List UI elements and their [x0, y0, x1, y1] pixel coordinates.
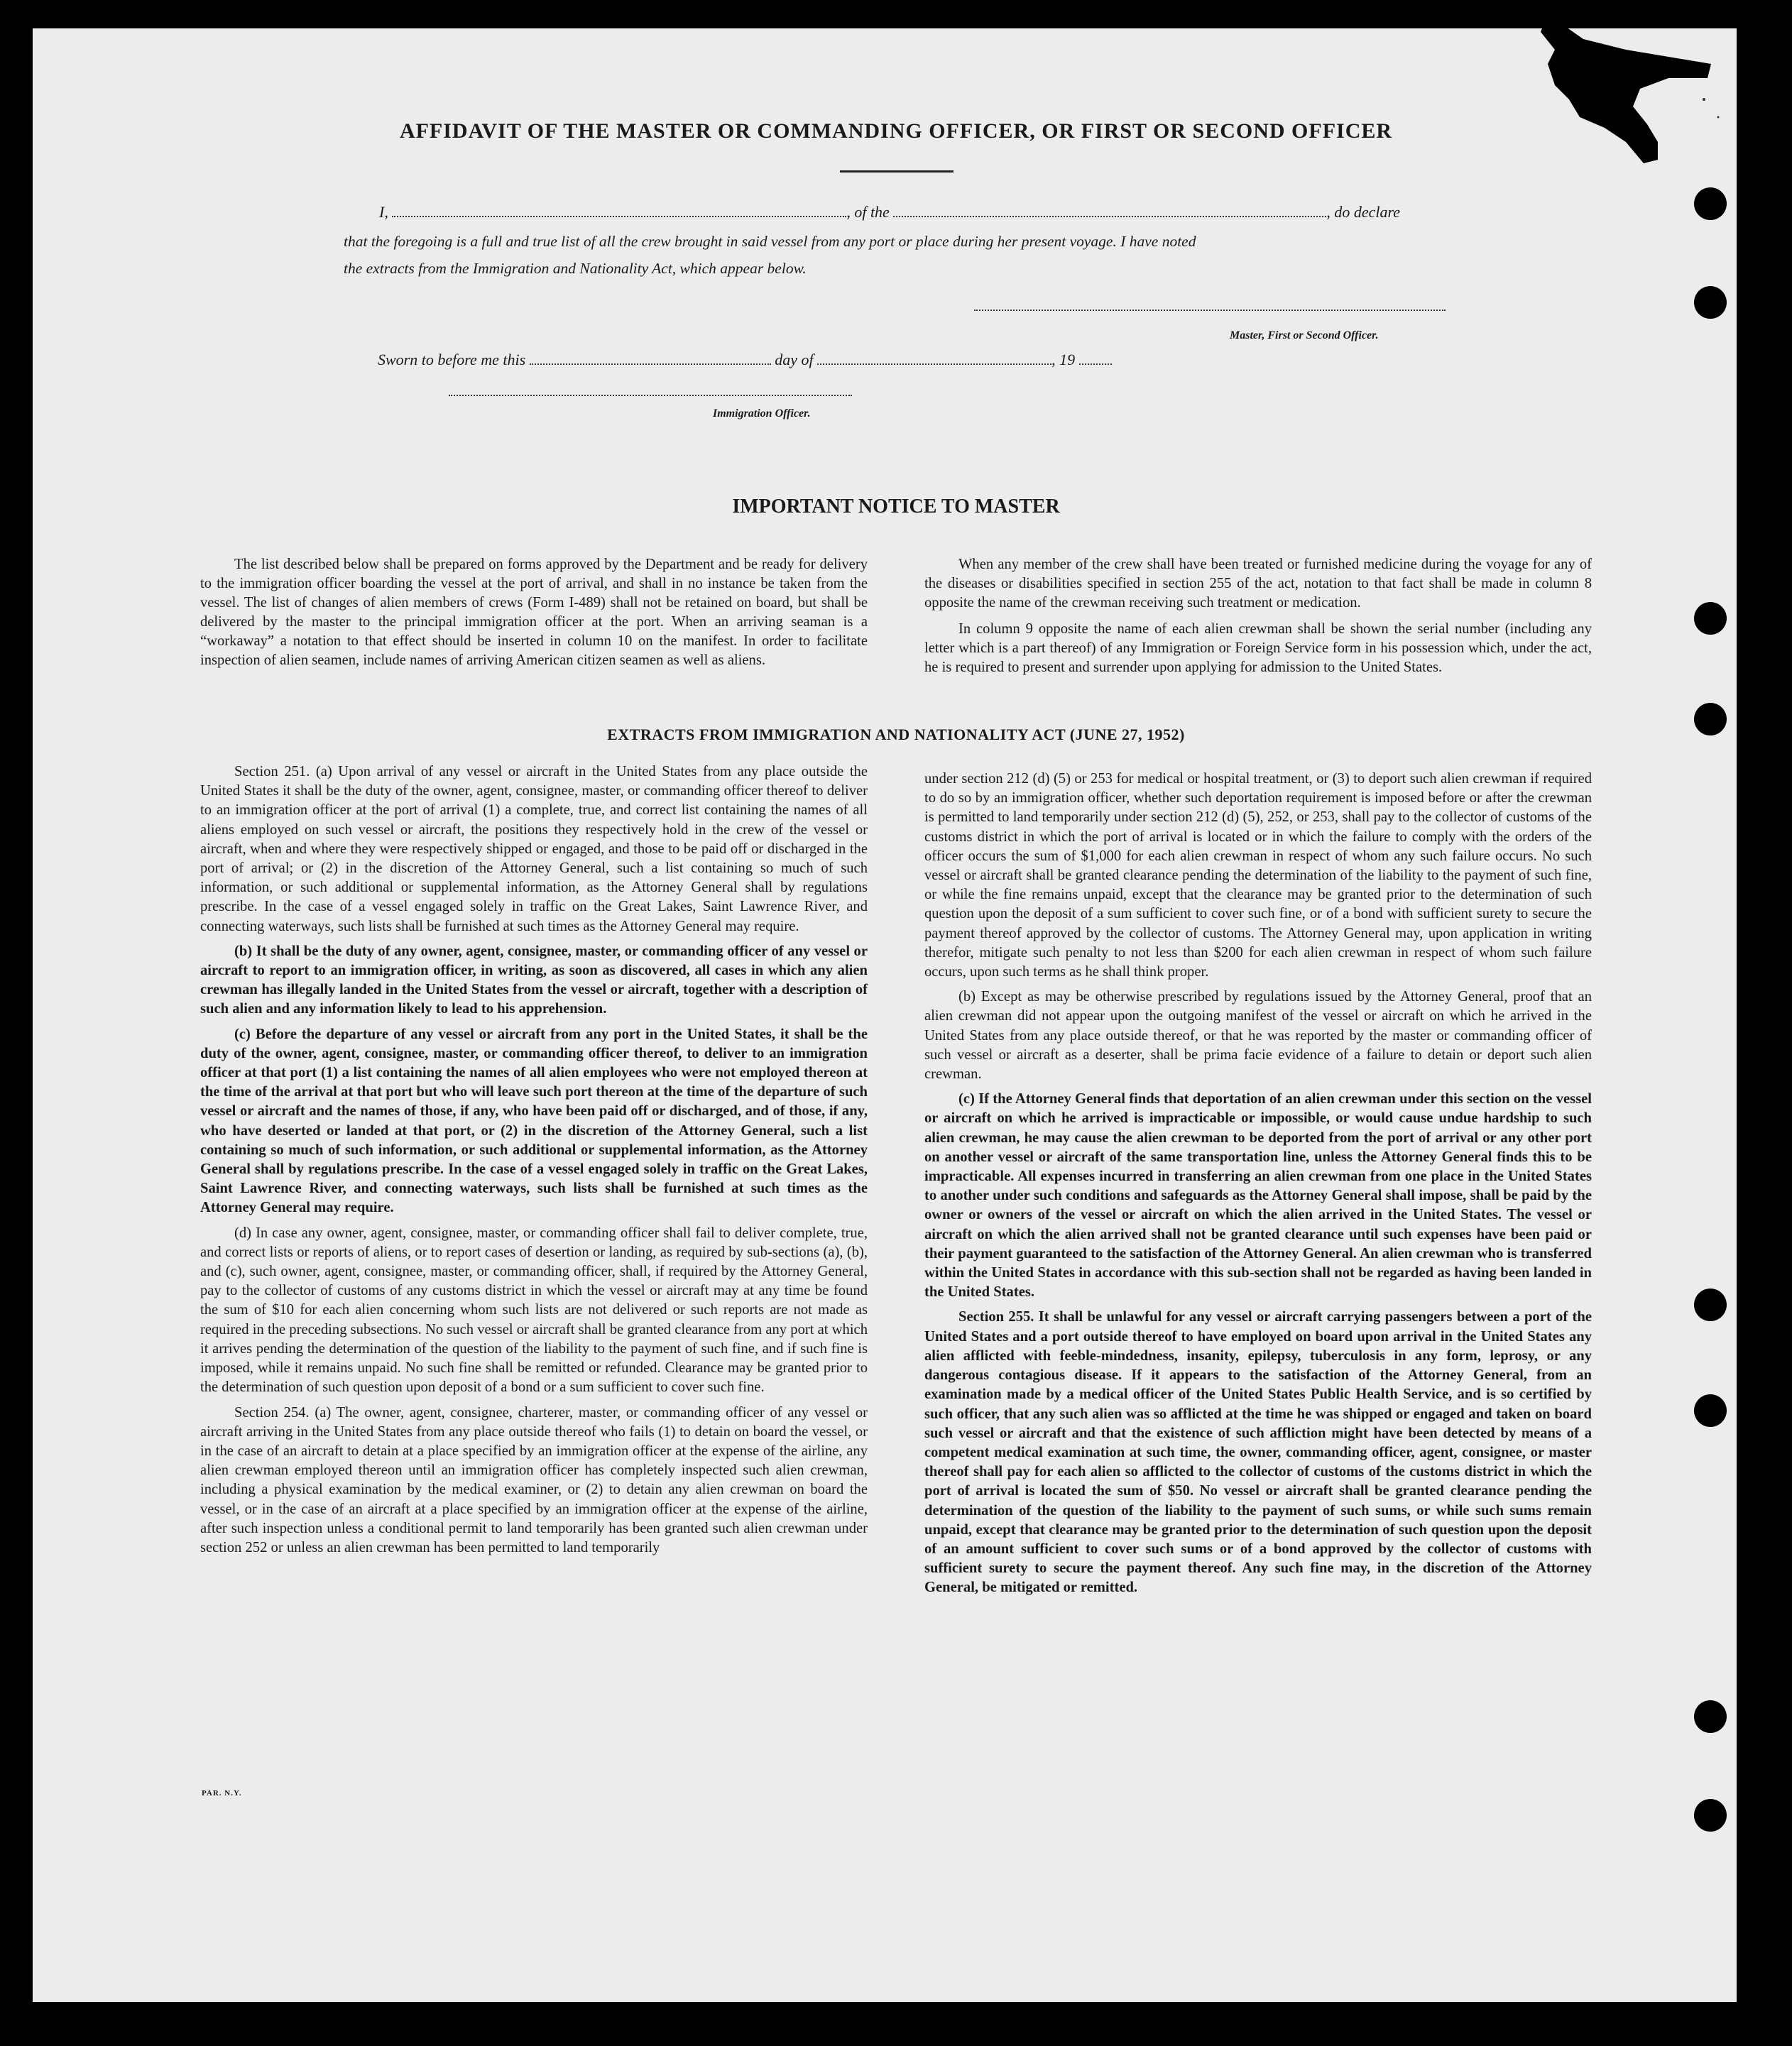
punch-hole [1694, 1799, 1727, 1832]
section-255: Section 255. It shall be unlawful for any vessel or aircraft carrying passengers between a port of the United States and a port outside thereof to have employed on board upon arrival in the United States any alien afflicted with feeble-mindedness, insanity, epilepsy, tuberculosis in any form, leprosy, or any dangerous contagious disease. If it appears to the satisfaction of the Attorney General, from an examination made by a medical officer of the United States Public Health Service, and is so certified by such officer, that any such alien was so afflicted at the time he was shipped or engaged and taken on board such vessel or aircraft and that the existence of such affliction might have been detected by means of a competent medical examination at such time, the owner, commanding officer, agent, consignee, or master thereof shall pay for each alien so afflicted to the collector of customs of the customs district in which the port of arrival is located the sum of $50. No vessel or aircraft shall be granted clearance pending the determination of the question of the liability to the payment of such sums, or while such sums remain unpaid, except that clearance may be granted prior to the determination of such question upon the deposit of an amount sufficient to cover such sums or of a bond approved by the collector of customs with sufficient surety to secure the payment thereof. Any such fine may, in the discretion of the Attorney General, be mitigated or remitted. [924, 1309, 1592, 1596]
sworn-month-field[interactable] [817, 363, 1051, 365]
section-251a: Section 251. (a) Upon arrival of any vessel or aircraft in the United States from any place outside the United States it shall be the duty of the owner, agent, consignee, master, or commanding officer thereof to deliver to an immigration officer at the port of arrival (1) a complete, true, and correct list containing the names of all aliens employed on such vessel or aircraft, the positions they respectively hold in the crew of the vessel or aircraft, when and where they were respectively shipped or engaged, and those to be paid off or discharged in the port of arrival; or (2) in the discretion of the Attorney General, such a list containing so much of such information, or such additional or supplemental information, as the Attorney General shall by regulations prescribe. In the case of a vessel engaged solely in traffic on the Great Lakes, Saint Lawrence River, and connecting waterways, such lists shall be furnished at such times as the Attorney General may require. [200, 764, 868, 934]
declaration-line-3: the extracts from the Immigration and Nationality Act, which appear below. [344, 260, 807, 277]
section-254a: Section 254. (a) The owner, agent, consignee, charterer, master, or commanding officer of any vessel or aircraft arriving in the United States from any place outside thereof who fails (1) to detain on board the vessel, or in the case of an aircraft to detain at a place specified by an immigration officer at the expense of the airline, any alien crewman employed thereon until an immigration officer has completely inspected such alien crewman, including a physical examination by the medical examiner, or (2) to detain any alien crewman on board the vessel, or in the case of an aircraft at a place specified by an immigration officer at the expense of the airline, after such inspection unless a conditional permit to land temporarily has been granted such alien crewman under section 252 or unless an alien crewman has been permitted to land temporarily [200, 1404, 868, 1555]
master-signature-label: Master, First or Second Officer. [1230, 329, 1379, 341]
section-251d: (d) In case any owner, agent, consignee, master, or commanding officer shall fail to deliver complete, true, and correct lists or reports of aliens, or to report cases of desertion or landing, as required by sub-sections (a), (b), and (c), such owner, agent, consignee, master, or commanding officer, shall, if required by the Attorney General, pay to the collector of customs of any customs district in which the vessel or aircraft may at any time be found the sum of $10 for each alien concerning whom such lists are not delivered or such reports are not made as required in the preceding subsections. No such vessel or aircraft shall be granted clearance from any port at which it arrives pending the determination of the question of the liability to the payment of such fine, and if such fine is imposed, while it remains unpaid. No such fine shall be remitted or refunded. Clearance may be granted prior to the determination of such question upon deposit of a bond or a sum sufficient to cover such fine. [200, 1225, 868, 1396]
punch-hole [1694, 286, 1727, 319]
immigration-officer-label: Immigration Officer. [713, 407, 811, 420]
punch-hole [1694, 1700, 1727, 1733]
vessel-field[interactable] [893, 216, 1326, 217]
affidavit-title: AFFIDAVIT OF THE MASTER OR COMMANDING OFFICER, OR FIRST OR SECOND OFFICER [399, 119, 1393, 143]
notice-title: IMPORTANT NOTICE TO MASTER [732, 496, 1060, 518]
section-251b: (b) It shall be the duty of any owner, agent, consignee, master, or commanding officer of any vessel or aircraft to report to an immigration officer, in writing, as soon as discovered, all cases in which any alien crewman has illegally landed in the United States from the vessel or aircraft, together with a description of such alien and any information likely to lead to his apprehension. [200, 943, 868, 1017]
sworn-year-field[interactable] [1079, 363, 1112, 365]
notice-right-paragraphs [924, 555, 1592, 684]
sworn-day-field[interactable] [530, 363, 771, 365]
punch-hole [1694, 1394, 1727, 1427]
sworn-day-of-label: day of [775, 351, 814, 368]
section-251c: (c) Before the departure of any vessel or aircraft from any port in the United States, it shall be the duty of the owner, agent, consignee, master, or commanding officer thereof, to deliver to an immigration officer at that port (1) a list containing the names of all alien employees who were not employed thereon at the time of the arrival at that port but who will leave such port thereon at the time of the departure of such vessel or aircraft and the names of those, if any, who have been paid off or discharged, and of those, if any, who have deserted or landed at that port, or (2) in the discretion of the Attorney General, such a list containing so much of such information, or such additional or supplemental information, as the Attorney General shall by regulations prescribe. In the case of a vessel engaged solely in traffic on the Great Lakes, Saint Lawrence River, and connecting waterways, such lists shall be furnished at such times as the Attorney General may require. [200, 1026, 868, 1216]
punch-hole [1694, 602, 1727, 635]
section-254a-continued: under section 212 (d) (5) or 253 for medical or hospital treatment, or (3) to deport such alien crewman if required to do so by an immigration officer, whether such deportation requirement is imposed before or after the crewman is permitted to land temporarily under section 212 (d) (5), 252, or 253, shall pay to the collector of customs of the customs district in which the port of arrival is located or in which the failure to comply with the orders of the officer occurs the sum of $1,000 for each alien crewman in respect of whom any such failure occurs. No such vessel or aircraft shall be granted clearance pending the determination of the liability to the payment of such fine, or while the fine remains unpaid, except that the clearance may be granted prior to the determination of such question upon the deposit of a sum sufficient to cover such fine, or of a bond with sufficient surety to secure the payment thereof approved by the collector of customs. The Attorney General may, upon application in writing therefor, mitigate such penalty to not less than $200 for each alien crewman in respect of whom such failure occurs, upon such terms as he shall think proper. [924, 771, 1592, 980]
name-field[interactable] [392, 216, 846, 217]
declaration-line-1 [379, 203, 1400, 221]
extracts-left-column [200, 762, 868, 1563]
punch-hole [1694, 1289, 1727, 1321]
declaration-do-declare-label: , do declare [1326, 203, 1400, 221]
master-signature-line[interactable] [974, 310, 1446, 311]
notice-left-text: The list described below shall be prepared on forms approved by the Department and be ready for delivery to the immigration officer boarding the vessel at the port of arrival, and shall in no instance be taken from the vessel. The list of changes of alien members of crews (Form I-489) shall not be retained on board, but shall be delivered by the master to the principal immigration officer at the port. When an arriving seaman is a “workaway” a notation to that effect should be inserted in column 10 on the manifest. In order to facilitate inspection of alien seamen, include names of arriving American citizen seamen as well as aliens. [200, 557, 868, 668]
immigration-officer-signature-line[interactable] [449, 395, 852, 396]
sworn-year-label: , 19 [1051, 351, 1076, 368]
section-254c: (c) If the Attorney General finds that deportation of an alien crewman under this section on the vessel or aircraft on which he arrived is impracticable or impossible, or would cause undue hardship to such alien crewman, he may cause the alien crewman to be deported from the port of arrival or any other port on another vessel or aircraft of the same transportation line, unless the Attorney General finds this to be impracticable. All expenses incurred in transferring an alien crewman from one place in the United States to another under such conditions and safeguards as the Attorney General shall impose, shall be paid by the owner or owners of the vessel or aircraft on which the alien arrived in the United States. The vessel or aircraft on which the alien arrived shall not be granted clearance until such expenses have been paid or their payment guaranteed to the satisfaction of the Attorney General. An alien crewman who is transferred within the United States in accordance with this sub-section shall not be regarded as having been landed in the United States. [924, 1091, 1592, 1301]
punch-hole [1694, 187, 1727, 220]
extracts-right-column [924, 770, 1592, 1604]
declaration-i-label: I, [379, 203, 388, 221]
ink-blot-mark [1505, 0, 1732, 185]
section-254b: (b) Except as may be otherwise prescribed by regulations issued by the Attorney General, proof that an alien crewman did not appear upon the outgoing manifest of the vessel or aircraft on which he arrived in the United States from any place outside thereof, or that he was reported by the master or commanding officer of such vessel or aircraft as a deserter, shall be prima facie evidence of a failure to detain or deport such alien crewman. [924, 989, 1592, 1083]
printer-imprint: PAR. N.Y. [202, 1789, 242, 1798]
title-rule [840, 170, 954, 173]
declaration-of-the-label: , of the [846, 203, 890, 221]
sworn-line [378, 351, 1112, 369]
extracts-title: EXTRACTS FROM IMMIGRATION AND NATIONALITY ACT (JUNE 27, 1952) [607, 726, 1185, 743]
notice-right-text-2: In column 9 opposite the name of each alien crewman shall be shown the serial number (including any letter which is a part thereof) of any Immigration or Foreign Service form in his possession which, under the act, he is required to present and surrender upon applying for admission to the United States. [924, 621, 1592, 675]
notice-right-text-1: When any member of the crew shall have been treated or furnished medicine during the voyage for any of the diseases or disabilities specified in section 255 of the act, notation to that fact shall be made in column 8 opposite the name of the crewman receiving such treatment or medication. [924, 557, 1592, 611]
sworn-prefix: Sworn to before me this [378, 351, 526, 368]
declaration-line-2: that the foregoing is a full and true list of all the crew brought in said vessel from any port or place during her present voyage. I have noted [344, 233, 1196, 250]
notice-left-paragraph [200, 555, 868, 677]
